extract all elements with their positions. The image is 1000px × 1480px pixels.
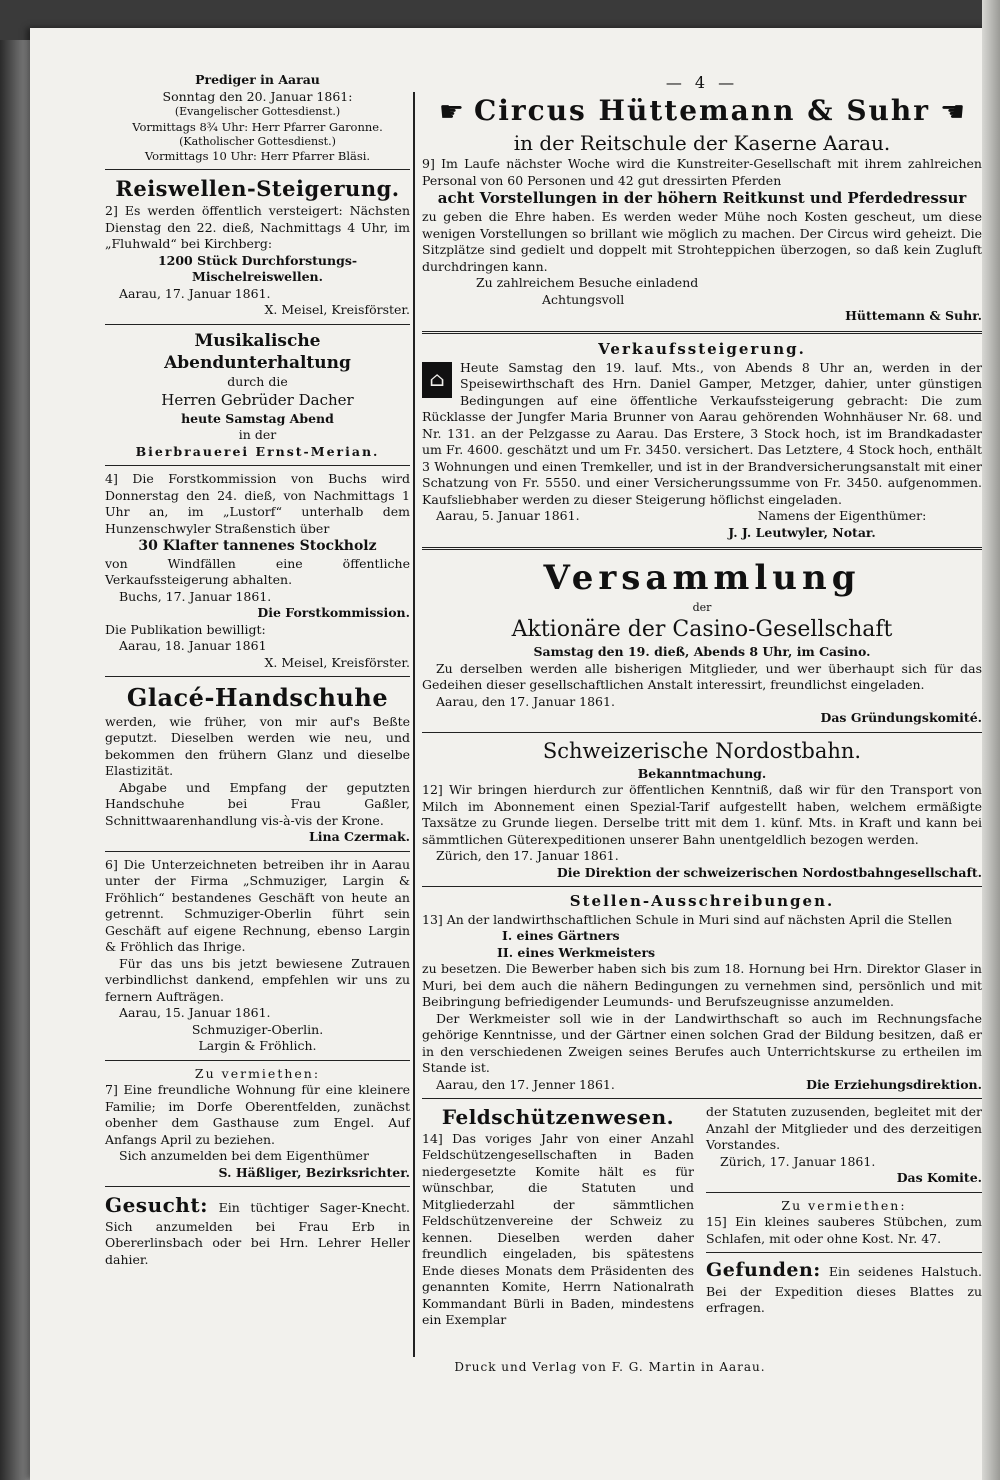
feld-body-cont: der Statuten zuzusenden, begleitet mit der Anzahl der Mitglieder und des derzeitigen Vorstandes. (706, 1104, 982, 1153)
nordost-title: Schweizerische Nordostbahn. (542, 738, 862, 763)
stellen-section (422, 892, 982, 1093)
circus-bold: acht Vorstellungen in der höhern Reitkunst und Pferdedressur (437, 189, 967, 208)
glace-section (105, 682, 410, 846)
vermiethen2-body: 15] Ein kleines sauberes Stübchen, zum Schlafen, mit oder ohne Kost. Nr. 47. (706, 1214, 982, 1246)
versammlung-sub: Aktionäre der Casino-Gesellschaft (511, 617, 893, 643)
stellen-item-1: I. eines Gärtners (502, 928, 620, 944)
musik-l4: in der (238, 427, 277, 443)
versammlung-body: Zu derselben werden alle bisherigen Mitglieder, und wer überhaupt sich für das Gedeihen dieser gesellschaftlichen Anstalt interessirt, freundlichst eingeladen. (422, 660, 982, 693)
circus-close2: Achtungsvoll (542, 291, 625, 307)
schmuziger-body: 6] Die Unterzeichneten betreiben ihr in Aarau unter der Firma „Schmuziger, Largin & Fröhlich“ bestandenes Geschäft von heute an getrennt. Schmuziger-Oberlin führt sein Geschäft auf eigene Rechnung, ebenso Largin & Fröhlich das Ihrige. (105, 856, 410, 955)
nordost-date: Zürich, den 17. Januar 1861. (436, 848, 619, 864)
feld-sign: Das Komite. (896, 1170, 982, 1186)
right-column (422, 72, 982, 1329)
left-column (105, 72, 410, 1268)
musik-l2: Herren Gebrüder Dacher (161, 390, 354, 409)
forst-sign2: X. Meisel, Kreisförster. (264, 654, 410, 670)
glace-body: werden, wie früher, von mir auf's Beßte geputzt. Dieselben werden wie neu, und bekommen den frühern Glanz und dieselbe Elastizität. (105, 713, 410, 779)
stellen-body2: zu besetzen. Die Bewerber haben sich bis zum 18. Hornung bei Hrn. Direktor Glaser in Muri, bei dem auch die nähern Bedingungen zu vernehmen sind, persönlich und mit Beibringung befriedigender Leumunds- und Berufszeugnisse anzumelden. (422, 961, 982, 1010)
verkauf-title: Verkaufssteigerung. (598, 339, 806, 358)
musik-l5: Bierbrauerei Ernst-Merian. (135, 443, 380, 459)
circus-body: 9] Im Laufe nächster Woche wird die Kunstreiter-Gesellschaft mit ihrem zahlreichen Personal von 60 Personen und 42 gut dressirten Pferden (422, 156, 982, 188)
house-icon: ⌂ (422, 362, 452, 398)
column-divider (413, 92, 415, 1357)
circus-body2: zu geben die Ehre haben. Es werden weder Mühe noch Kosten gescheut, um diese wenigen Vorstellungen so brillant wie möglich zu machen. Der Circus wird geheizt. Die Sitzplätze sind gedielt und doppelt mit Strohteppichen überzogen, so daß kein Zugluft durchdringen kann. (422, 209, 982, 274)
verkauf-names: Namens der Eigenthümer: (757, 508, 927, 524)
pointing-hand-right-icon: ☛ (438, 94, 464, 128)
circus-sign: Hüttemann & Suhr. (845, 308, 982, 324)
stellen-item-2: II. eines Werkmeisters (497, 944, 656, 960)
versammlung-date: Aarau, den 17. Januar 1861. (436, 693, 615, 709)
feld-date: Zürich, 17. Januar 1861. (720, 1153, 876, 1169)
prediger-date: Sonntag den 20. Januar 1861: (162, 88, 353, 104)
feld-body: 14] Das voriges Jahr von einer Anzahl Feldschützengesellschaften in Baden niedergesetzte Komite hält es für wünschbar, die Statuten und Mitgliederzahl der sämmtlichen Feldschützenvereine der Schweiz zu kennen. Dieselben werden daher freundlich eingeladen, bis spätestens Ende dieses Monats dem Präsidenten des genannten Komite, Herrn Nationalrath Kommandant Bürli in Baden, mindestens ein Exemplar (422, 1130, 694, 1328)
printer-footer: Druck und Verlag von F. G. Martin in Aarau. (454, 1360, 766, 1374)
nordost-sub: Bekanntmachung. (637, 765, 767, 781)
vermiethen-sign: S. Häßliger, Bezirksrichter. (218, 1164, 410, 1180)
schmuziger-date: Aarau, 15. Januar 1861. (119, 1005, 271, 1021)
musik-title: Musikalische Abendunterhaltung (164, 330, 351, 374)
schmuziger-sign1: Schmuziger-Oberlin. (191, 1021, 324, 1037)
verkauf-body: Heute Samstag den 19. lauf. Mts., von Abends 8 Uhr an, werden in der Speisewirthschaft des Hrn. Daniel Gamper, Metzger, dahier, unter günstigen Bedingungen auf eine öffentliche Verkaufssteigerung gebracht: Die zum Rücklasse der Jungfer Maria Brunner von Aarau gehörenden Wohnhäuser Nr. 68. und Nr. 131. an der Pelzgasse zu Aarau. Das Erstere, 3 Stock hoch, ist im Brandkadaster um Fr. 4600. geschätzt und um Fr. 3450. versichert. Das Letztere, 4 Stock hoch, enthält 3 Wohnungen und einen Tremkeller, und ist in der Brandversicherungsanstalt mit einer Schatzung von Fr. 5550. und einer Versicherungssumme von Fr. 3450. aufgenommen. Kaufsliebhaber werden zu dieser Steigerung höflichst eingeladen. (422, 359, 982, 507)
forst-date2: Aarau, 18. Januar 1861 (119, 638, 267, 654)
glace-sign: Lina Czermak. (308, 829, 410, 845)
reiswellen-title: Reiswellen-Steigerung. (115, 176, 400, 202)
vermiethen-section (105, 1066, 410, 1182)
stellen-body: 13] An der landwirthschaftlichen Schule in Muri sind auf nächsten April die Stellen (422, 911, 953, 927)
circus-subtitle: in der Reitschule der Kaserne Aarau. (513, 131, 891, 156)
forst-date: Buchs, 17. Januar 1861. (119, 588, 272, 604)
prediger-evang-line: Vormittags 8¾ Uhr: Herr Pfarrer Garonne. (132, 119, 383, 134)
prediger-evang: (Evangelischer Gottesdienst.) (174, 105, 341, 118)
prediger-section (105, 72, 410, 164)
versammlung-sign: Das Gründungskomité. (820, 710, 982, 726)
versammlung-der: der (692, 600, 712, 614)
verkauf-sign: J. J. Leutwyler, Notar. (728, 524, 876, 540)
feld-title: Feldschützenwesen. (441, 1105, 675, 1130)
circus-close1: Zu zahlreichem Besuche einladend (476, 275, 699, 291)
pointing-hand-left-icon: ☚ (940, 94, 966, 128)
schmuziger-sign2: Largin & Fröhlich. (198, 1038, 317, 1054)
vermiethen-title: Zu vermiethen: (194, 1065, 321, 1081)
forst-sign: Die Forstkommission. (257, 605, 410, 621)
stellen-body3: Der Werkmeister soll wie in der Landwirthschaft so auch im Rechnungsfache gehörige Kenntnisse, und der Gärtner einen solchen Grad der Bildung besitzen, daß er in den verschiedenen Zweigen seines Berufes auch Unterrichtskurse zu ertheilen im Stande ist. (422, 1010, 982, 1076)
page-edge (982, 0, 1000, 1480)
reiswellen-section (105, 175, 410, 318)
reiswellen-body: 2] Es werden öffentlich versteigert: Nächsten Dienstag den 22. dieß, Nachmittags 4 Uhr, im „Fluhwald“ bei Kirchberg: (105, 203, 410, 252)
musik-l3: heute Samstag Abend (181, 410, 334, 426)
gefunden-title: Gefunden: (706, 1259, 821, 1282)
gesucht-body: Ein tüchtiger Sager-Knecht. Sich anzumelden bei Frau Erb in Obererlinsbach oder bei Hrn. Lehrer Heller dahier. (105, 1200, 410, 1267)
prediger-title: Prediger in Aarau (195, 72, 320, 87)
verkauf-section (422, 340, 982, 541)
prediger-kath-line: Vormittags 10 Uhr: Herr Pfarrer Bläsi. (144, 149, 371, 164)
gefunden-body: Ein seidenes Halstuch. Bei der Expedition dieses Blattes zu erfragen. (706, 1264, 982, 1316)
nordost-body: 12] Wir bringen hierdurch zur öffentlichen Kenntniß, daß wir für den Transport von Milch im Abonnement einen Spezial-Tarif aufgestellt haben, welchem ermäßigte Taxsätze zu Grunde liegen. Derselbe tritt mit dem 1. künf. Mts. in Kraft und kann bei sämmtlichen Güterexpeditionen unserer Bahn unentgeldlich bezogen werden. (422, 782, 982, 847)
schmuziger-body2: Für das uns bis jetzt bewiesene Zutrauen verbindlichst dankend, empfehlen wir uns zu fernern Aufträgen. (105, 955, 410, 1004)
vermiethen-body2: Sich anzumelden bei dem Eigenthümer (119, 1148, 369, 1164)
gesucht-section (105, 1192, 410, 1268)
forst-pub: Die Publikation bewilligt: (105, 621, 266, 637)
feld-section (422, 1104, 694, 1328)
verkauf-date: Aarau, 5. Januar 1861. (436, 508, 580, 524)
circus-title: Circus Hüttemann & Suhr (473, 94, 931, 128)
schmuziger-section (105, 857, 410, 1055)
versammlung-when: Samstag den 19. dieß, Abends 8 Uhr, im Casino. (533, 644, 871, 660)
reiswellen-sign: X. Meisel, Kreisförster. (264, 302, 410, 318)
versammlung-section (422, 556, 982, 727)
reiswellen-date: Aarau, 17. Januar 1861. (119, 285, 271, 301)
vermiethen2-title: Zu vermiethen: (781, 1197, 907, 1213)
nordost-section (422, 738, 982, 881)
forst-body: 4] Die Forstkommission von Buchs wird Donnerstag den 24. dieß, von Nachmittags 1 Uhr an, im „Lustorf“ unterhalb dem Hunzenschwyler Straßenstich über (105, 471, 410, 536)
reiswellen-item: 1200 Stück Durchforstungs-Mischelreiswellen. (157, 252, 358, 285)
glace-body2: Abgabe und Empfang der geputzten Handschuhe bei Frau Gaßler, Schnittwaarenhandlung vis-à-vis der Krone. (105, 779, 410, 828)
glace-title: Glacé-Handschuhe (126, 683, 389, 713)
stellen-date: Aarau, den 17. Jenner 1861. (436, 1076, 615, 1092)
versammlung-title: Versammlung (543, 558, 861, 599)
musik-l1: durch die (227, 374, 288, 390)
stellen-title: Stellen-Ausschreibungen. (569, 892, 835, 911)
circus-section (422, 93, 982, 325)
nordost-sign: Die Direktion der schweizerischen Nordostbahngesellschaft. (556, 864, 982, 880)
forst-item: 30 Klafter tannenes Stockholz (138, 538, 377, 555)
gesucht-title: Gesucht: (105, 1193, 208, 1218)
forst-section (105, 471, 410, 671)
vermiethen-body: 7] Eine freundliche Wohnung für eine kleinere Familie; im Dorfe Oberentfelden, zunächst obenher dem Gasthause zum Engel. Auf Anfangs April zu beziehen. (105, 1082, 410, 1147)
forst-body2: von Windfällen eine öffentliche Verkaufssteigerung abhalten. (105, 555, 410, 588)
prediger-kath: (Katholischer Gottesdienst.) (179, 134, 336, 148)
page-number: — 4 — (665, 73, 739, 92)
musik-section (105, 330, 410, 461)
stellen-sign: Die Erziehungsdirektion. (806, 1076, 982, 1092)
